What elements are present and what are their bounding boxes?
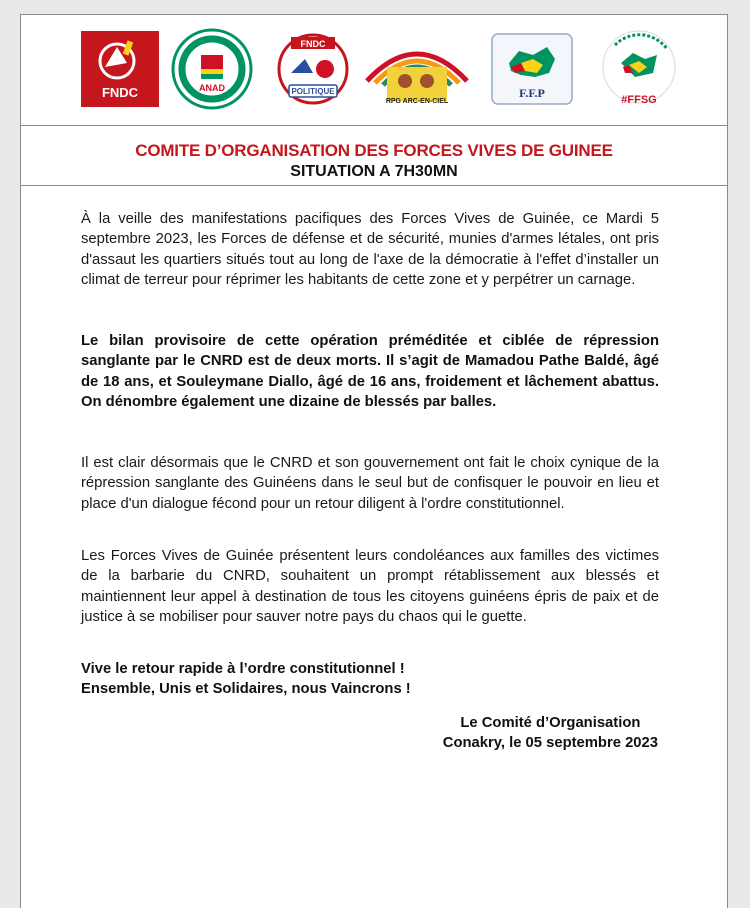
anad-logo [171,27,253,111]
document-title: COMITE D’ORGANISATION DES FORCES VIVES DE GUINEE [135,141,613,160]
paragraph-1: À la veille des manifestations pacifiques des Forces Vives de Guinée, ce Mardi 5 septembre 2023, les Forces de défense et de sécurité, munies d'armes létales, ont pris d'assaut les quartiers situés tout au long de l'axe de la démocratie à l'effet d’installer un climat de terreur pour réprimer les habitants de cette zone et y perpétrer un carnage. [81,211,659,289]
signature-place-date: Conakry, le 05 septembre 2023 [442,735,658,752]
logo-row [21,15,727,123]
document-subtitle: SITUATION A 7H30MN [290,163,458,180]
paragraph-4: Les Forces Vives de Guinée présentent leurs condoléances aux familles des victimes de la barbarie du CNRD, souhaitent un prompt rétablissement aux blessés et maintiennent leur appel à destination de tous les citoyens guinéens épris de paix et de justice à se mobiliser pour sauver notre pays du chaos qui le guette. [81,548,659,626]
ffsg-logo-text: #FFSG [621,94,657,106]
paragraph-3: Il est clair désormais que le CNRD et son gouvernement ont fait le choix cynique de la répression sanglante des Guinéens dans le seul but de confisquer le pouvoir en lieu et place d'un dialogue fécond pour un retour diligent à l'ordre constitutionnel. [81,455,659,512]
closing-line-2: Ensemble, Unis et Solidaires, nous Vaincrons ! [81,681,411,697]
closing-line-1: Vive le retour rapide à l’ordre constitutionnel ! [81,661,405,677]
document-page [20,14,728,908]
fndc-politique-top-text: FNDC [300,39,326,49]
header-divider-top [21,125,727,126]
anad-logo-text: ANAD [199,83,225,93]
rpg-logo-text: RPG ARC-EN-CIEL [385,98,449,105]
rpg-arc-en-ciel-logo [361,33,473,107]
signature-block [443,713,658,754]
paragraph-2-bold: Le bilan provisoire de cette opération préméditée et ciblée de répression sanglante par le CNRD est de deux morts. Il s’agit de Mamadou Pathe Baldé, âgé de 18 ans, et Souleymane Diallo, âgé de 16 ans, froidement et lâchement abattus. On dénombre également une dizaine de blessés par balles. [81,333,659,411]
fndc-logo [81,31,159,107]
fndc-politique-bottom-text: POLITIQUE [291,87,335,96]
signature-org: Le Comité d’Organisation [460,715,641,731]
ffp-logo [491,33,573,105]
header-divider-bottom [21,185,727,186]
fndc-logo-text: FNDC [101,85,139,100]
fndc-politique-logo [277,29,349,111]
ffp-logo-text: F.F.P [519,86,545,100]
ffsg-logo [599,27,679,111]
